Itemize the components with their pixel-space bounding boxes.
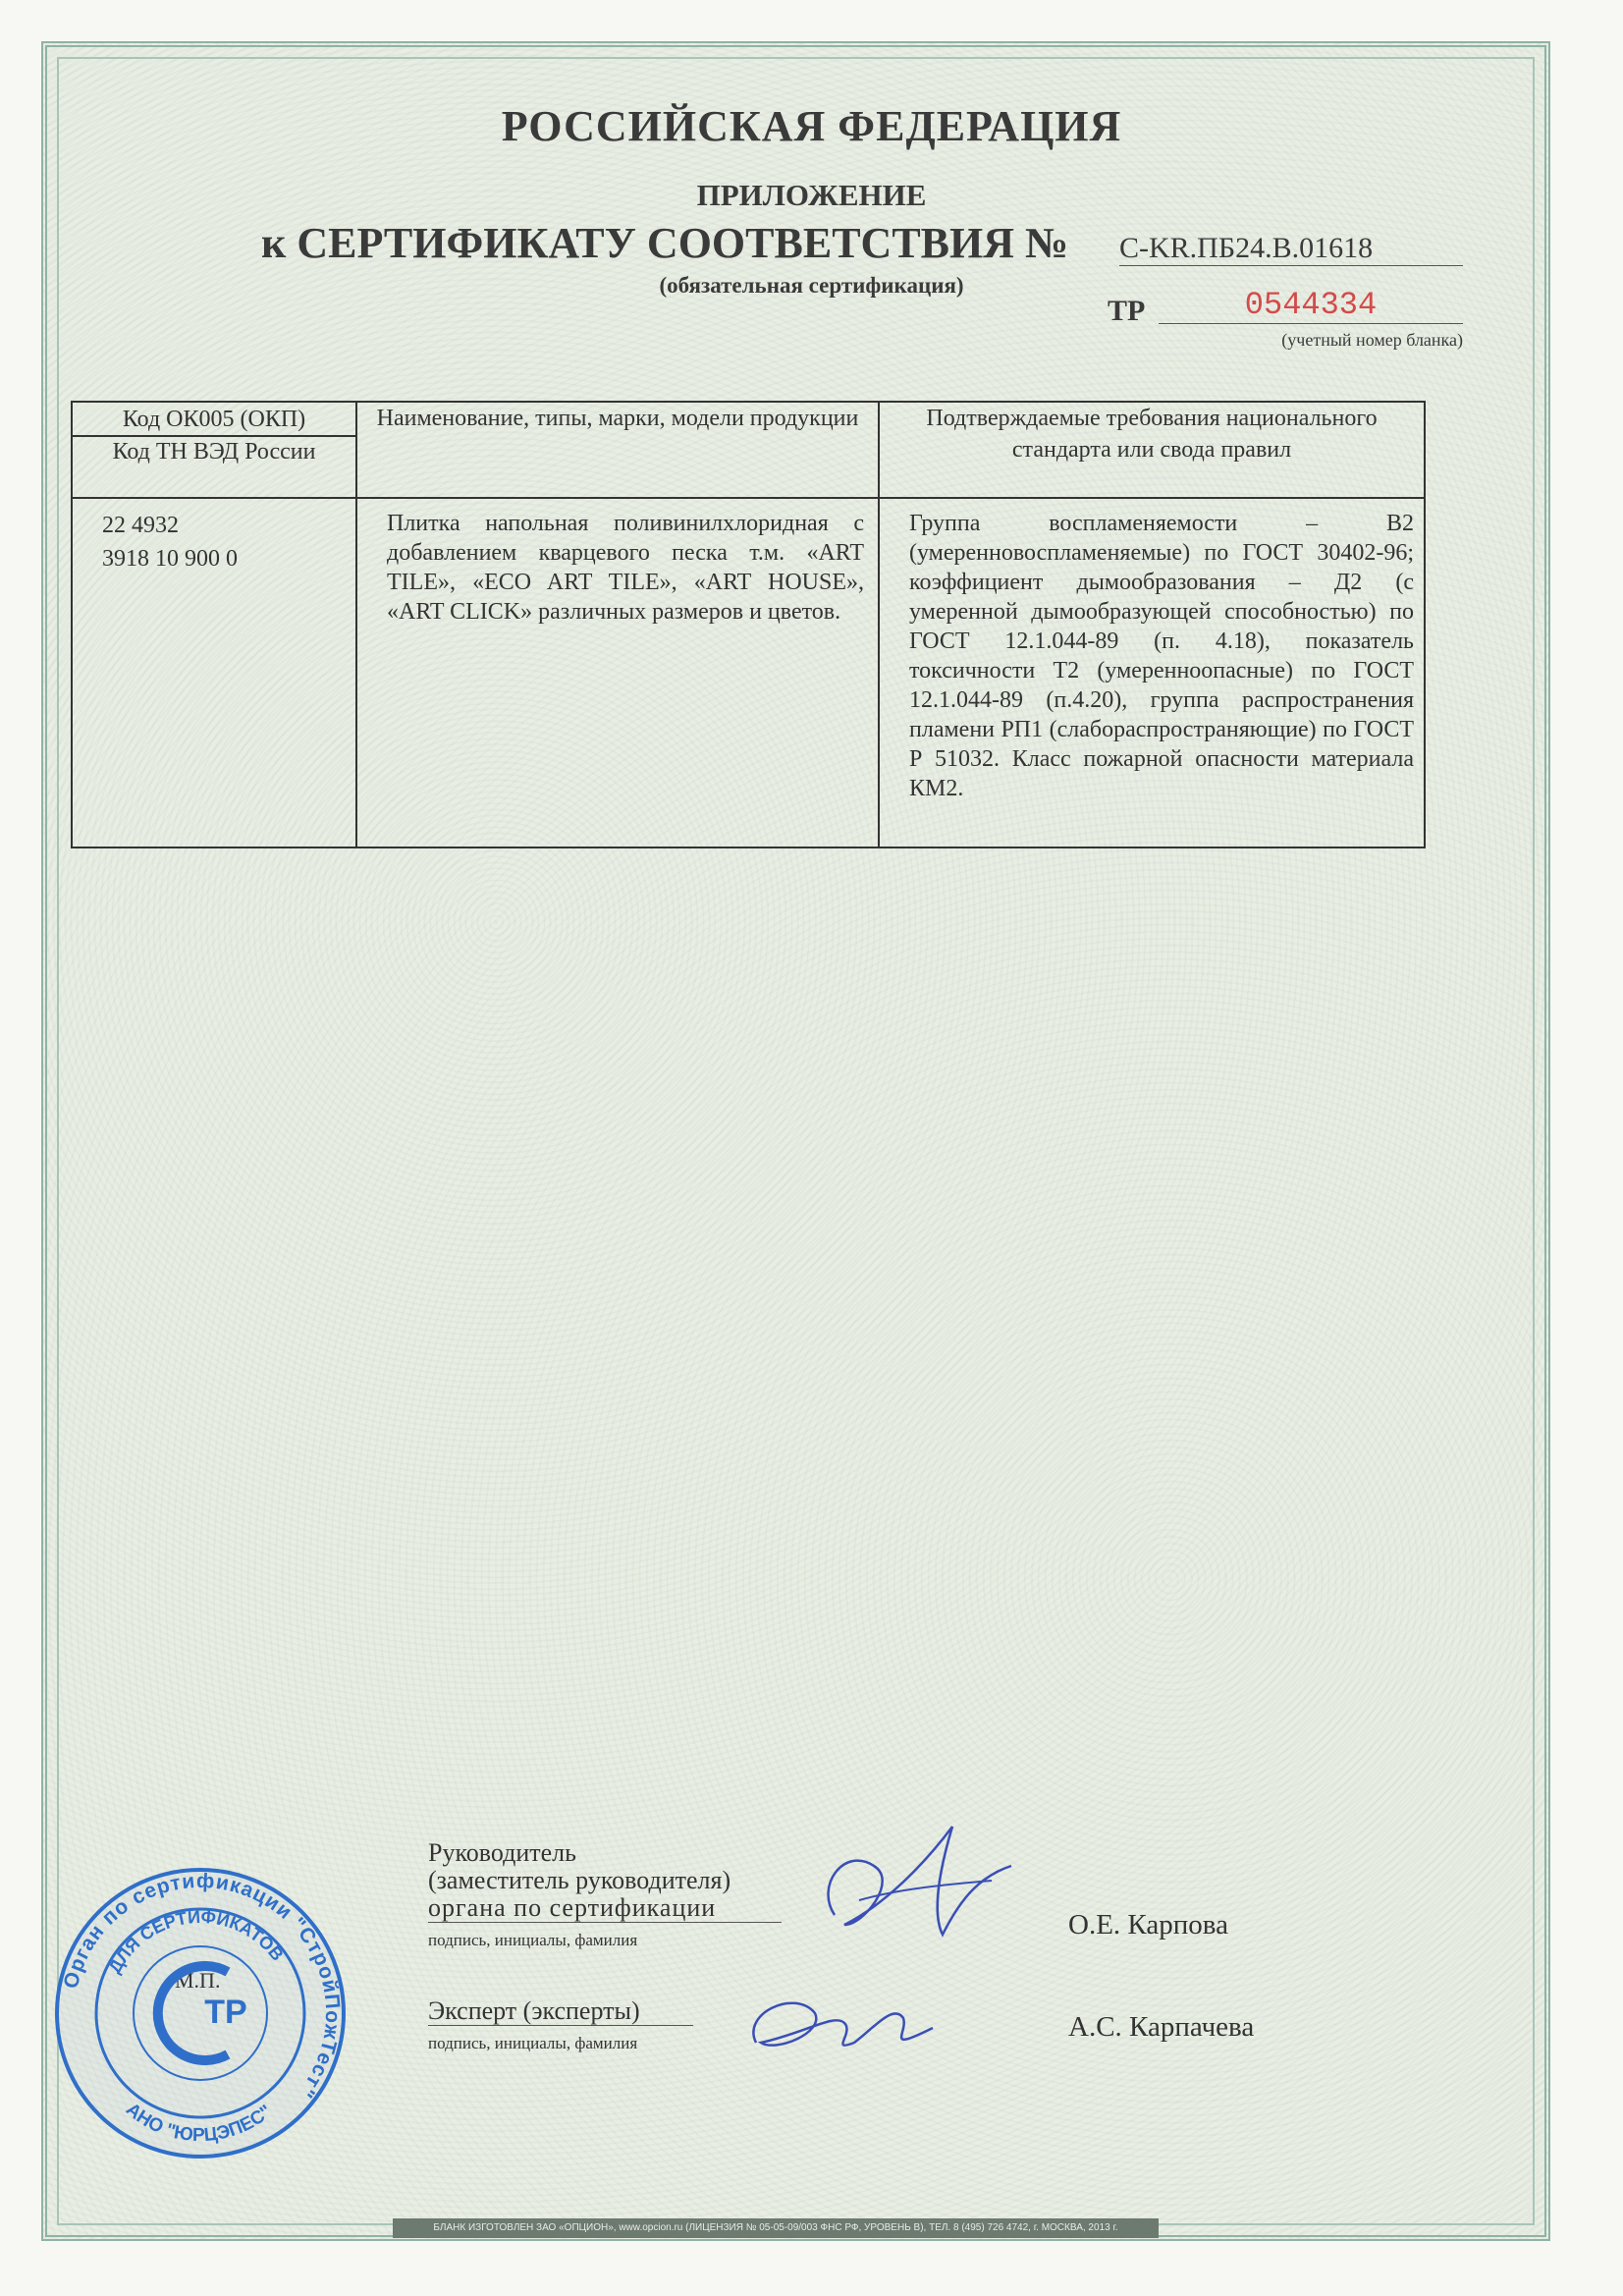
head-signature bbox=[805, 1807, 1041, 1974]
header-product: Наименование, типы, марки, модели продукции bbox=[356, 402, 879, 498]
certificate-table bbox=[71, 401, 1426, 848]
expert-signature bbox=[736, 1974, 962, 2072]
head-caption: подпись, инициалы, фамилия bbox=[428, 1931, 638, 1949]
head-signature-label bbox=[428, 1839, 782, 1954]
product-description: Плитка напольная поливинилхлоридная с добавлением кварцевого песка т.м. «ART TILE», «ECO ART TILE», «ART HOUSE», «ART CLICK» различных размеров и цветов. bbox=[356, 498, 879, 847]
stamp-center-mark: ТР bbox=[204, 1994, 247, 2031]
head-line-3: органа по сертификации bbox=[428, 1894, 782, 1923]
expert-caption: подпись, инициалы, фамилия bbox=[428, 2034, 638, 2052]
country-title: РОССИЙСКАЯ ФЕДЕРАЦИЯ bbox=[501, 102, 1122, 150]
header-tnved: Код ТН ВЭД России bbox=[112, 439, 316, 465]
header-requirements: Подтверждаемые требования национального стандарта или свода правил bbox=[879, 402, 1425, 498]
header-codes-cell bbox=[72, 402, 356, 498]
tnved-code: 3918 10 900 0 bbox=[102, 546, 238, 572]
stamp-outer-text: Орган по сертификации "СтройПожТест" bbox=[59, 1869, 345, 2103]
codes-cell bbox=[72, 498, 356, 847]
stamp-bottom-text: АНО "ЮРЦЭПЕС" bbox=[122, 2099, 277, 2147]
expert-label: Эксперт (эксперты) bbox=[428, 1997, 693, 2026]
tp-caption: (учетный номер бланка) bbox=[1281, 330, 1463, 350]
head-name: О.Е. Карпова bbox=[1068, 1909, 1228, 1941]
certificate-number: С-KR.ПБ24.В.01618 bbox=[1119, 232, 1463, 266]
expert-name: А.С. Карпачева bbox=[1068, 2011, 1255, 2043]
expert-signature-label bbox=[428, 1997, 693, 2057]
okp-code: 22 4932 bbox=[102, 513, 179, 538]
head-line-2: (заместитель руководителя) bbox=[428, 1866, 731, 1894]
organization-stamp bbox=[51, 1864, 350, 2162]
table-row bbox=[72, 498, 1425, 847]
tp-label: ТР bbox=[1108, 295, 1146, 327]
stamp-inner-text: ДЛЯ СЕРТИФИКАТОВ bbox=[104, 1906, 288, 1977]
header-okp: Код ОК005 (ОКП) bbox=[73, 403, 355, 437]
footer-imprint: БЛАНК ИЗГОТОВЛЕН ЗАО «ОПЦИОН», www.opcion.ru (ЛИЦЕНЗИЯ № 05-05-09/003 ФНС РФ, УРОВЕНЬ В), ТЕЛ. 8 (495) 726 4742, г. МОСКВА, 2013 г. bbox=[393, 2218, 1159, 2238]
certification-type: (обязательная сертификация) bbox=[659, 273, 964, 298]
certificate-title: к СЕРТИФИКАТУ СООТВЕТСТВИЯ № bbox=[261, 219, 1069, 267]
requirements-description: Группа воспламеняемости – В2 (умеренновоспламеняемые) по ГОСТ 30402-96; коэффициент дымообразования – Д2 (с умеренной дымообразующей способностью) по ГОСТ 12.1.044-89 (п. 4.18), показатель токсичности Т2 (умеренноопасные) по ГОСТ 12.1.044-89 (п.4.20), группа распространения пламени РП1 (слабораспространяющие) по ГОСТ Р 51032. Класс пожарной опасности материала КМ2. bbox=[879, 498, 1425, 847]
appendix-title: ПРИЛОЖЕНИЕ bbox=[696, 178, 927, 212]
head-line-1: Руководитель bbox=[428, 1838, 576, 1867]
tp-number: 0544334 bbox=[1159, 287, 1463, 324]
table-header-row bbox=[72, 402, 1425, 498]
